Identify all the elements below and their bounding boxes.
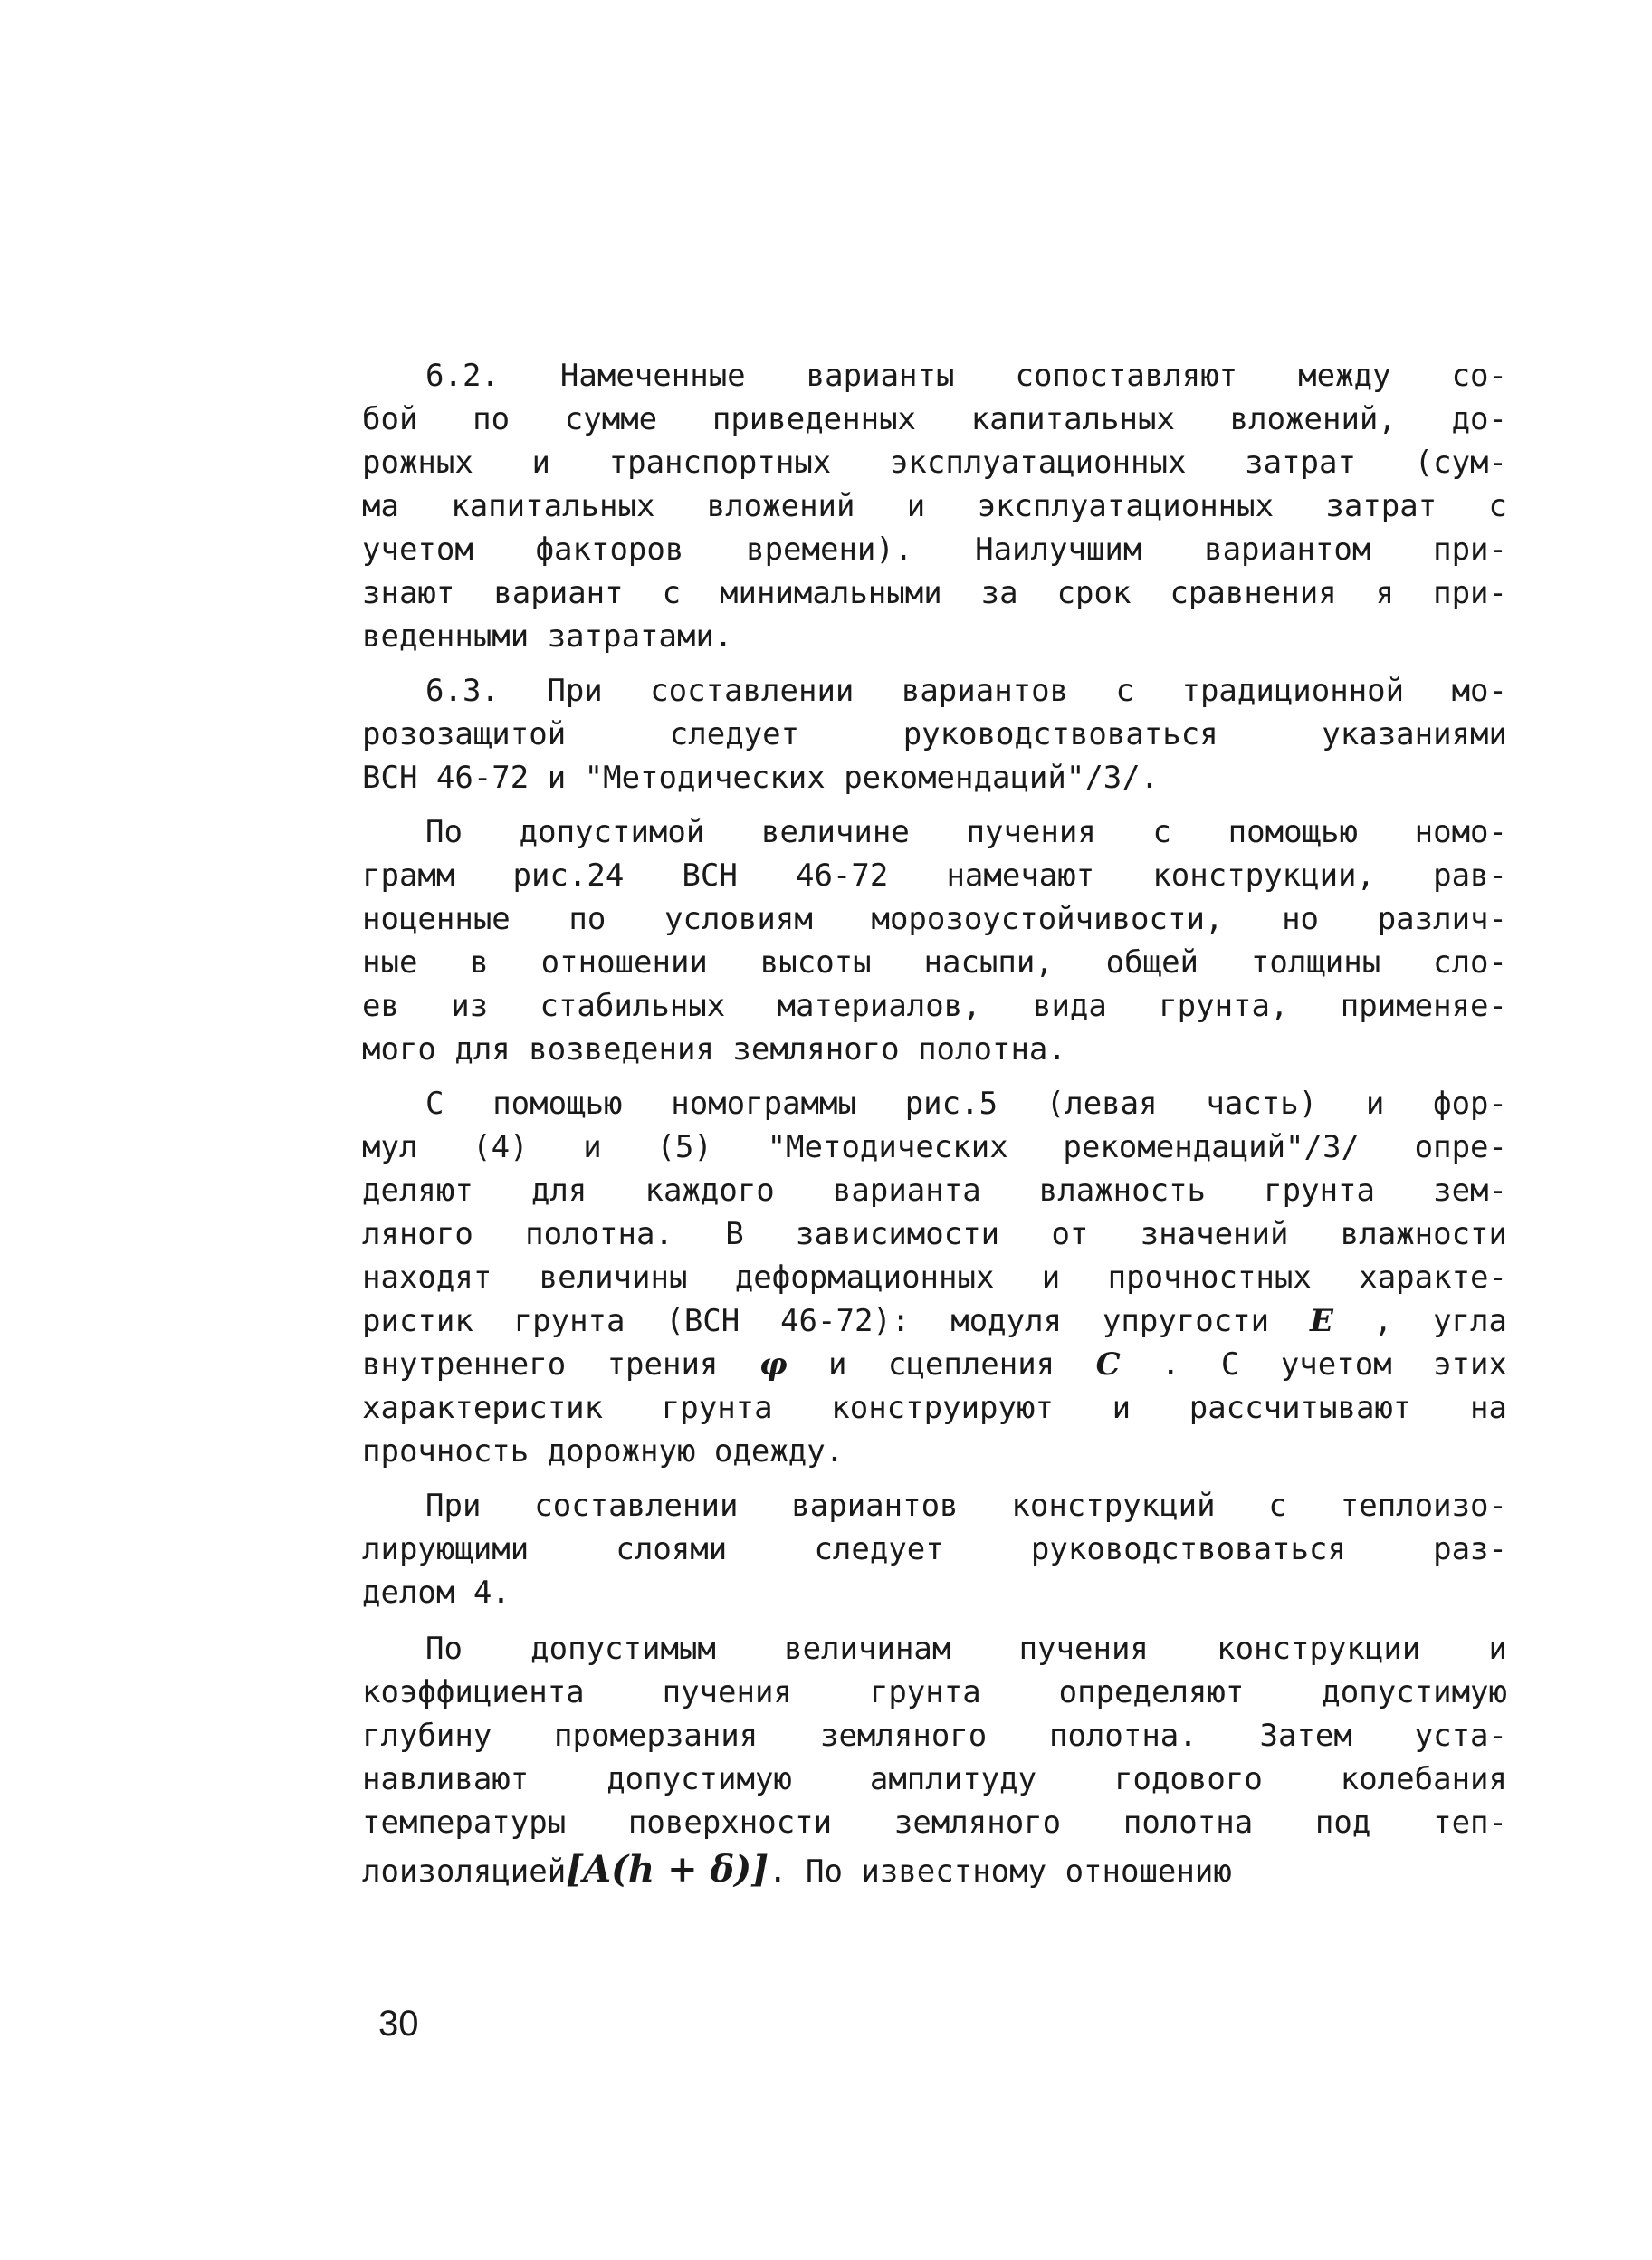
text-line: ев из стабильных материалов, вида грунта, применяе- <box>362 988 1507 1024</box>
text-line: ма капитальных вложений и эксплуатационных затрат с <box>362 488 1507 524</box>
text-line: коэффициента пучения грунта определяют допустимую <box>362 1674 1507 1710</box>
text-line: По допустимым величинам пучения конструкции и <box>425 1631 1507 1667</box>
text-line: ноценные по условиям морозоустойчивости, но различ- <box>362 901 1507 937</box>
text-line: розозащитой следует руководствоваться указаниями <box>362 716 1507 752</box>
text-line: ные в отношении высоты насыпи, общей толщины сло- <box>362 944 1507 981</box>
page-number: 30 <box>378 2004 419 2044</box>
text-line: мого для возведения земляного полотна. <box>362 1031 1066 1068</box>
text-fragment: . По известному отношению <box>769 1853 1232 1890</box>
text-line: знают вариант с минимальными за срок сравнения я при- <box>362 575 1507 611</box>
text-line: ляного полотна. В зависимости от значений влажности <box>362 1216 1507 1252</box>
text-line: грамм рис.24 ВСН 46-72 намечают конструкции, рав- <box>362 857 1507 894</box>
text-line: рожных и транспортных эксплуатационных затрат (сум- <box>362 445 1507 481</box>
text-line: С помощью номограммы рис.5 (левая часть) и фор- <box>425 1086 1507 1122</box>
text-fragment: , угла <box>1373 1303 1507 1339</box>
text-line: По допустимой величине пучения с помощью номо- <box>425 814 1507 850</box>
math-symbol-friction: φ <box>759 1346 788 1383</box>
text-line: навливают допустимую амплитуду годового колебания <box>362 1761 1507 1797</box>
text-line: температуры поверхности земляного полотна под теп- <box>362 1805 1507 1841</box>
text-fragment: и сцепления <box>828 1346 1055 1383</box>
text-line: При составлении вариантов конструкций с теплоизо- <box>425 1488 1507 1524</box>
text-line: 6.2. Намеченные варианты сопоставляют между со- <box>425 358 1507 394</box>
text-line-modulus <box>362 1298 1507 1344</box>
text-line: мул (4) и (5) "Методических рекомендаций"/3/ опре- <box>362 1129 1507 1165</box>
text-line: характеристик грунта конструируют и рассчитывают на <box>362 1390 1507 1426</box>
text-line: находят величины деформационных и прочностных характе- <box>362 1259 1507 1296</box>
text-line: делом 4. <box>362 1575 511 1611</box>
text-line: 6.3. При составлении вариантов с традиционной мо- <box>425 673 1507 709</box>
text-line-friction <box>362 1342 1507 1387</box>
text-fragment: лоизоляцией <box>362 1853 567 1890</box>
text-line: глубину промерзания земляного полотна. Затем уста- <box>362 1718 1507 1754</box>
handwritten-formula: [A(h + δ)] <box>566 1848 769 1891</box>
text-line: прочность дорожную одежду. <box>362 1433 845 1470</box>
text-line: ВСН 46-72 и "Методических рекомендаций"/3/. <box>362 760 1160 796</box>
text-line: деляют для каждого варианта влажность грунта зем- <box>362 1173 1507 1209</box>
text-line: учетом факторов времени). Наилучшим вариантом при- <box>362 531 1507 568</box>
text-fragment: . С учетом этих <box>1161 1346 1507 1383</box>
text-fragment: внутреннего трения <box>362 1346 719 1383</box>
text-line: веденными затратами. <box>362 618 733 655</box>
text-line: лирующими слоями следует руководствоваться раз- <box>362 1531 1507 1567</box>
text-line: бой по сумме приведенных капитальных вложений, до- <box>362 401 1507 437</box>
text-fragment: ристик грунта (ВСН 46-72): модуля упругости <box>362 1303 1270 1339</box>
text-line-formula <box>362 1847 1507 1892</box>
math-symbol-modulus: E <box>1309 1303 1333 1339</box>
math-symbol-cohesion: C <box>1095 1346 1121 1383</box>
